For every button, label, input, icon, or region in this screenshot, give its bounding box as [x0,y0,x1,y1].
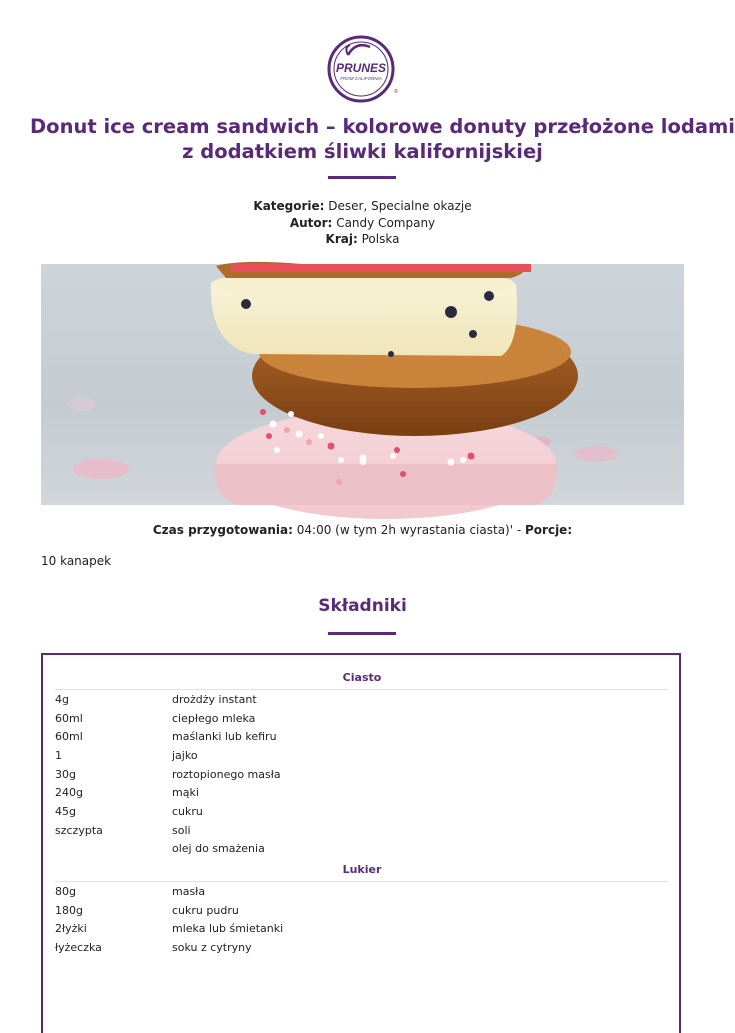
ingredient-name: roztopionego masła [172,768,281,781]
ingredient-name: mąki [172,786,199,799]
ingredient-row [55,805,669,819]
ingredient-qty: 45g [55,805,76,818]
ingredient-name: masła [172,885,206,898]
meta-category-label: Kategorie: [253,199,325,213]
ingredient-qty: 30g [55,768,76,781]
servings-label: Porcje: [525,523,573,537]
ingredient-row [55,941,669,955]
brand-logo [326,33,396,103]
ingredient-qty: szczypta [55,824,103,837]
meta-author-label: Autor: [289,215,333,230]
ingredient-row [55,885,669,899]
prep-time-line [0,523,725,537]
meta-category-value: Deser, Specialne okazje [328,199,472,213]
ingredient-name: jajko [172,749,198,762]
ingredient-name: cukru pudru [172,904,239,917]
ingredients-box [41,653,681,1033]
ingredient-row [55,824,669,838]
meta-author-value: Candy Company [336,215,436,230]
recipe-title-line-1: Donut ice cream sandwich – kolorowe donuty przełożone lodami [30,115,735,138]
ingredient-name: soli [172,824,191,837]
ingredient-row [55,693,669,707]
ingredient-group-title: Lukier [55,863,669,882]
ingredient-qty: 2łyżki [55,922,87,935]
ingredient-qty: 240g [55,786,83,799]
ingredient-row [55,749,669,763]
ingredient-qty: 1 [55,749,62,762]
prep-time-label: Czas przygotowania: [152,523,293,537]
prunes-logo-icon [326,33,396,103]
title-divider [328,176,396,179]
ingredient-name: drożdży instant [172,693,257,706]
ingredient-name: ciepłego mleka [172,712,256,725]
ingredients-divider [328,632,396,635]
ingredient-row [55,922,669,936]
recipe-title [30,114,735,164]
meta-category [0,198,725,215]
ingredient-row [55,712,669,726]
meta-country-label: Kraj: [325,232,358,246]
ingredient-qty: 80g [55,885,76,898]
ingredients-title: Składniki [318,596,407,616]
ingredient-row [55,842,669,856]
ingredient-group-title: Ciasto [55,671,669,690]
ingredient-qty: 4g [55,693,69,706]
ingredient-qty: 60ml [55,712,83,725]
ingredient-qty: 180g [55,904,83,917]
ingredient-row [55,730,669,744]
recipe-title-line-2: z dodatkiem śliwki kalifornijskiej [182,140,543,163]
logo-brand-text: PRUNES [335,61,387,75]
servings-value: 10 kanapek [41,554,112,568]
logo-sub-text: FROM CALIFORNIA [340,76,382,81]
meta-country-value: Polska [361,232,400,246]
ingredient-name: olej do smażenia [172,842,265,855]
prep-time-value: 04:00 (w tym 2h wyrastania ciasta)' - [296,523,525,537]
recipe-photo [41,264,684,505]
ingredient-name: mleka lub śmietanki [172,922,284,935]
ingredient-qty: łyżeczka [55,941,102,954]
ingredient-name: maślanki lub kefiru [172,730,277,743]
ingredient-qty: 60ml [55,730,83,743]
ingredient-row [55,768,669,782]
ingredient-row [55,786,669,800]
recipe-meta [0,198,725,248]
meta-author [0,215,725,232]
logo-registered-mark: ® [394,89,398,95]
ingredient-name: soku z cytryny [172,941,252,954]
ingredient-row [55,904,669,918]
ingredient-name: cukru [172,805,203,818]
donut-sandwich-illustration [41,264,684,505]
meta-country [0,231,725,248]
